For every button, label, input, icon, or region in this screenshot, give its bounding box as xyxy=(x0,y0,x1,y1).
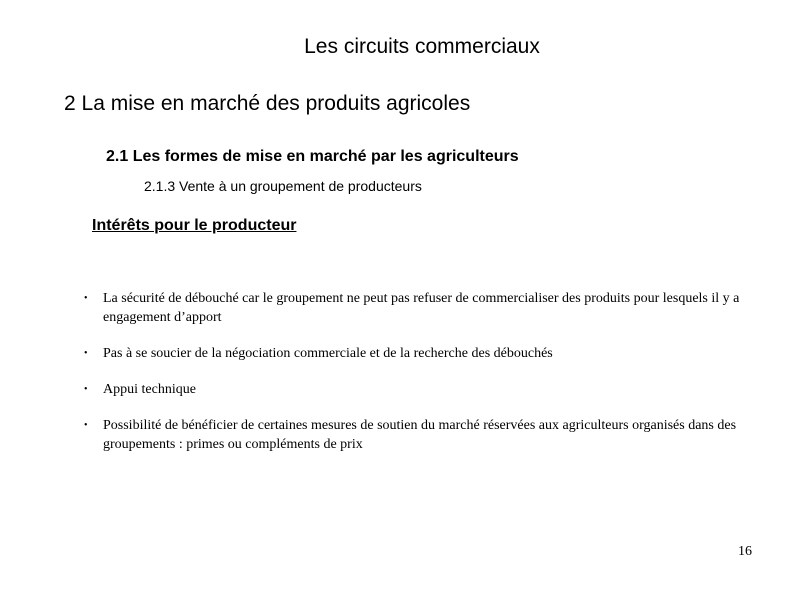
list-item-text: Pas à se soucier de la négociation commerciale et de la recherche des débouchés xyxy=(103,346,553,361)
list-item-text: Possibilité de bénéficier de certaines mesures de soutien du marché réservées aux agriculteurs organisés dans des groupements : primes ou compléments de prix xyxy=(103,418,737,452)
advantages-list xyxy=(80,289,760,454)
topic-heading: Intérêts pour le producteur xyxy=(92,217,297,234)
list-item xyxy=(80,380,760,399)
bullet-marker: • xyxy=(84,348,88,359)
list-item-text: Appui technique xyxy=(103,382,196,397)
subsection-heading: 2.1 Les formes de mise en marché par les agriculteurs xyxy=(106,148,519,165)
bullet-marker: • xyxy=(84,420,88,431)
list-item xyxy=(80,344,760,363)
subsubsection-heading: 2.1.3 Vente à un groupement de producteurs xyxy=(144,178,422,194)
page-number: 16 xyxy=(738,544,752,559)
list-item xyxy=(80,416,760,454)
section-heading: 2 La mise en marché des produits agricoles xyxy=(64,92,471,115)
slide-title: Les circuits commerciaux xyxy=(304,35,540,58)
bullet-marker: • xyxy=(84,293,88,304)
list-item-text: La sécurité de débouché car le groupement ne peut pas refuser de commercialiser des produits pour lesquels il y a engagement d’apport xyxy=(103,291,740,325)
bullet-marker: • xyxy=(84,384,88,395)
list-item xyxy=(80,289,760,327)
